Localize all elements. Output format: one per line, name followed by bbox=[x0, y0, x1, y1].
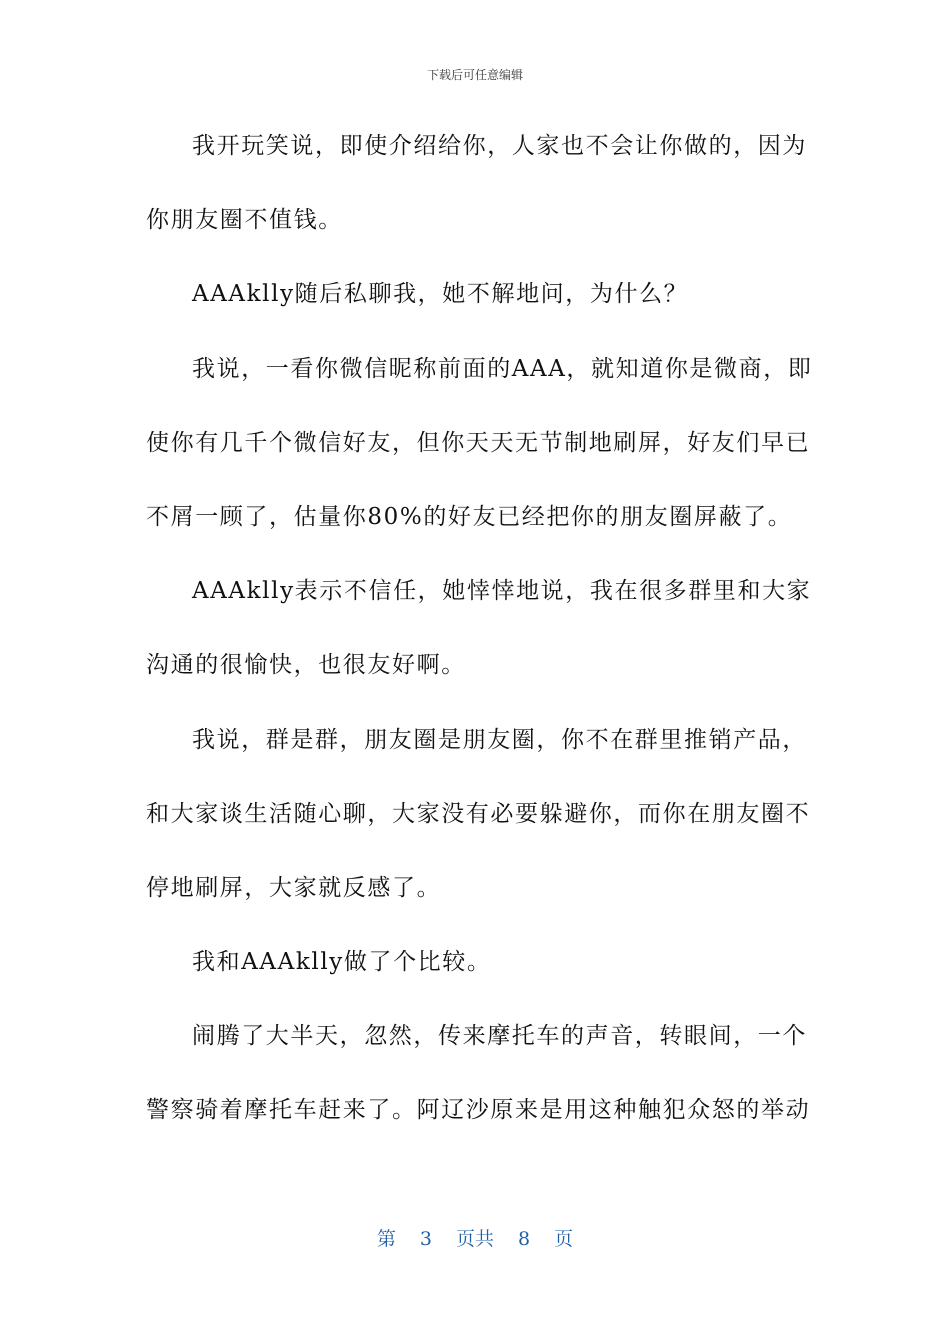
text-line: 不屑一顾了，估量你80%的好友已经把你的朋友圈屏蔽了。 bbox=[146, 503, 793, 530]
total-pages-number: 8 bbox=[518, 1228, 531, 1250]
document-body bbox=[146, 122, 813, 1161]
text-line: 使你有几千个微信好友，但你天天无节制地刷屏，好友们早已 bbox=[146, 429, 811, 456]
text-line: AAAklly表示不信任，她悻悻地说，我在很多群里和大家 bbox=[192, 578, 812, 605]
page-header: 下载后可任意编辑 bbox=[426, 68, 523, 82]
text-line: 停地刷屏，大家就反感了。 bbox=[146, 874, 442, 901]
footer-suffix: 页 bbox=[554, 1228, 574, 1250]
footer-prefix: 第 bbox=[376, 1228, 396, 1250]
page-footer bbox=[0, 1226, 950, 1252]
text-line: AAAklly随后私聊我，她不解地问，为什么？ bbox=[192, 281, 689, 308]
current-page-number: 3 bbox=[419, 1228, 432, 1250]
text-line: 沟通的很愉快，也很友好啊。 bbox=[146, 652, 466, 679]
text-line: 我开玩笑说，即使介绍给你，人家也不会让你做的，因为 bbox=[192, 133, 807, 159]
text-line: 你朋友圈不值钱。 bbox=[146, 207, 343, 234]
text-line: 和大家谈生活随心聊，大家没有必要躲避你，而你在朋友圈不 bbox=[146, 800, 811, 827]
text-line: 警察骑着摩托车赶来了。阿辽沙原来是用这种触犯众怒的举动 bbox=[146, 1097, 811, 1124]
text-line: 我说，群是群，朋友圈是朋友圈，你不在群里推销产品， bbox=[192, 726, 807, 753]
text-line: 我说，一看你微信昵称前面的AAA，就知道你是微商，即 bbox=[192, 355, 813, 382]
text-line: 闹腾了大半天，忽然，传来摩托车的声音，转眼间，一个 bbox=[192, 1023, 807, 1050]
text-line: 我和AAAklly做了个比较。 bbox=[192, 949, 492, 976]
footer-middle: 页共 bbox=[455, 1228, 494, 1250]
